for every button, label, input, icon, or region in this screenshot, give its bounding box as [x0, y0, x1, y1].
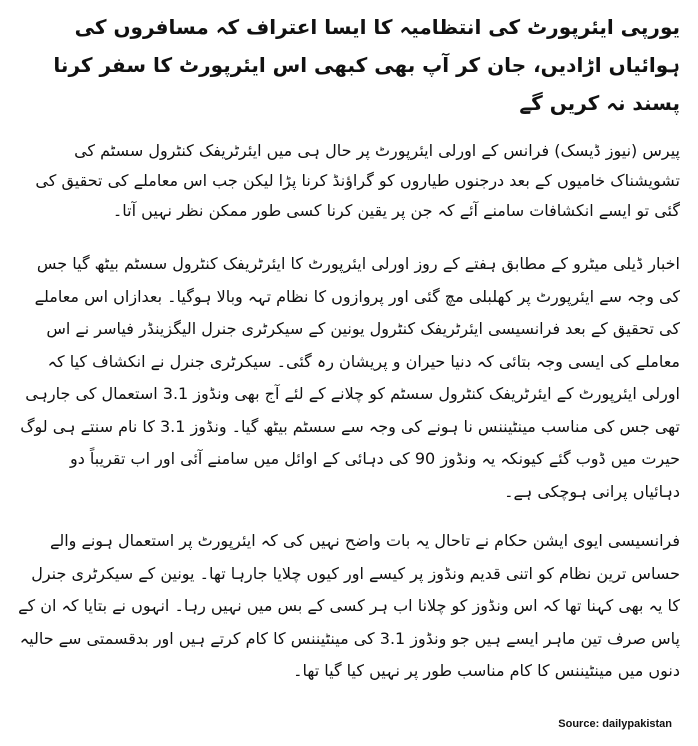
source-credit: Source: dailypakistan — [558, 718, 672, 730]
article-headline: یورپی ایئرپورٹ کی انتظامیہ کا ایسا اعتراف کہ مسافروں کی ہوائیاں اڑادیں، جان کر آپ بھی کبھی اس ایئرپورٹ کا سفر کرنا پسند نہ کریں گے — [53, 15, 680, 115]
article-paragraph-1: پیرس (نیوز ڈیسک) فرانس کے اورلی ایئرپورٹ پر حال ہی میں ایئرٹریفک کنٹرول سسٹم کی تشویشناک خامیوں کے بعد درجنوں طیاروں کو گراﺅنڈ کرنا پڑا لیکن جب اس معاملے کی تحقیق کی گئی تو ایسے انکشافات سامنے آئے کہ جن پر یقین کرنا کسی طور ممکن نظر نہیں آتا۔ — [35, 141, 680, 220]
article — [18, 8, 680, 705]
article-paragraph-2: اخبار ڈیلی میٹرو کے مطابق ہفتے کے روز اورلی ایئرپورٹ کا ایئرٹریفک کنٹرول سسٹم بیٹھ گیا جس کی وجہ سے ایئرپورٹ پر کھلبلی مچ گئی اور پروازوں کا نظام تہہ وبالا ہوگیا۔ بعدازاں اس معاملے کی تحقیق کے بعد فرانسیسی ایئرٹریفک کنٹرول یونین کے سیکرٹری جنرل الیگزینڈر فیاسر نے اس معاملے کی ایسی وجہ بتائی کہ دنیا حیران و پریشان رہ گئی۔ سیکرٹری جنرل نے انکشاف کیا کہ اورلی ایئرپورٹ کے ایئرٹریفک کنٹرول سسٹم کو چلانے کے لئے آج بھی ونڈوز 3.1 استعمال کی جارہی تھی جس کی مناسب مینٹیننس نا ہونے کی وجہ سے سسٹم بیٹھ گیا۔ ونڈوز 3.1 کا نام سنتے ہی لوگ حیرت میں ڈوب گئے کیونکہ یہ ونڈوز 90 کی دہائی کے اوائل میں سامنے آئی اور اب تقریباً دو دہائیاں پرانی ہوچکی ہے۔ — [20, 254, 680, 501]
article-paragraph-3: فرانسیسی ایوی ایشن حکام نے تاحال یہ بات واضح نہیں کی کہ ایئرپورٹ پر استعمال ہونے والے حساس ترین نظام کو اتنی قدیم ونڈوز پر کیسے اور کیوں چلایا جارہا تھا۔ یونین کے سیکرٹری جنرل کا یہ بھی کہنا تھا کہ اس ونڈوز کو چلانا اب ہر کسی کے بس میں نہیں رہا۔ انہوں نے بتایا کہ ان کے پاس صرف تین ماہر ایسے ہیں جو ونڈوز 3.1 کی مینٹیننس کا کام کرتے ہیں اور بدقسمتی سے حالیہ دنوں میں مینٹیننس کا کام مناسب طور پر نہیں کیا گیا تھا۔ — [18, 531, 680, 680]
